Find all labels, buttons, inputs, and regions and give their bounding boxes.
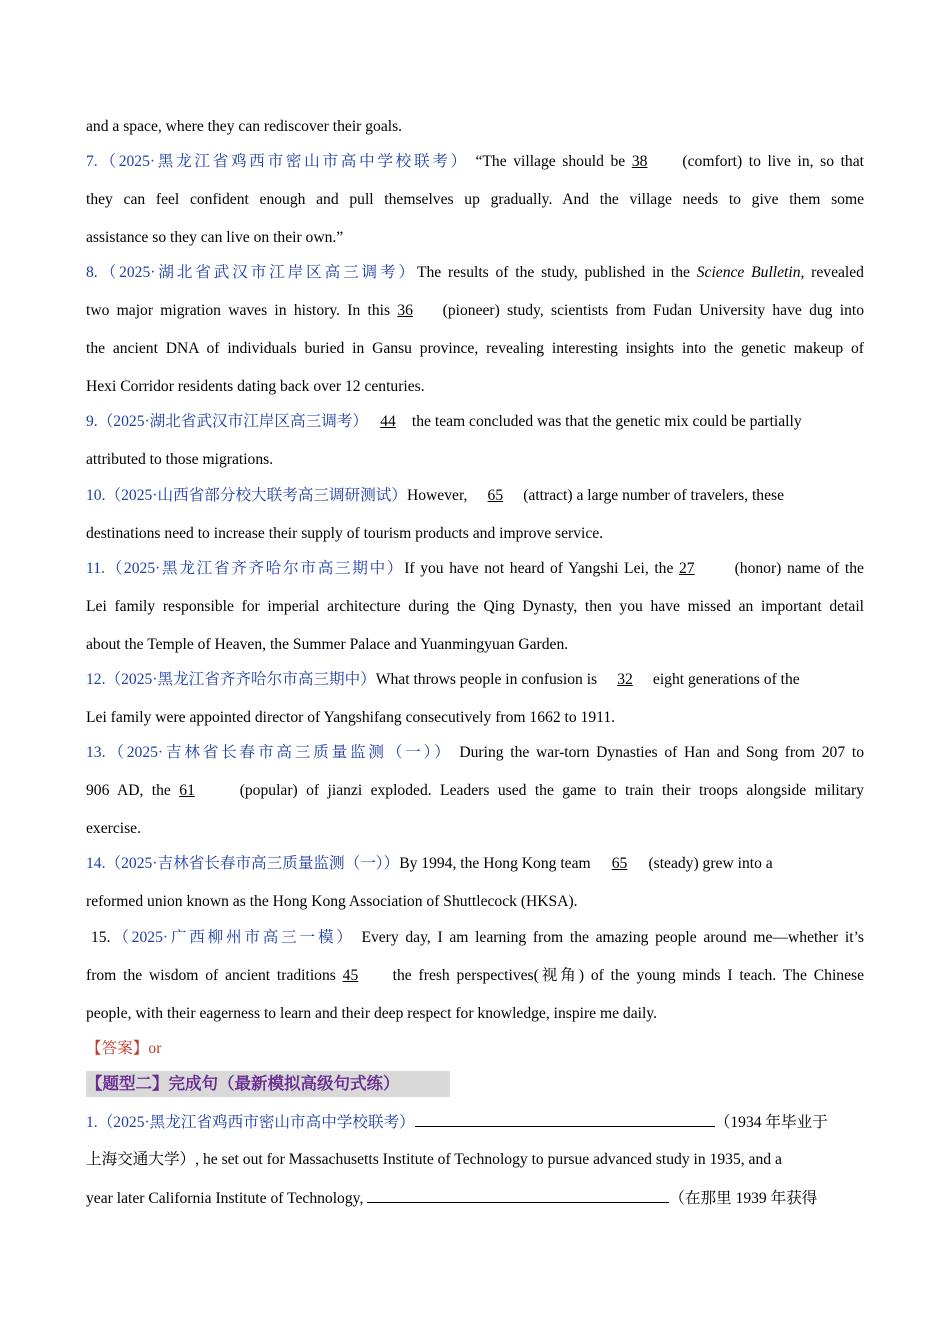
answer-blank[interactable]: 61	[179, 782, 195, 799]
answer-blank[interactable]: 44	[380, 413, 396, 430]
question-source: （2025·黑龙江省齐齐哈尔市高三期中）	[105, 671, 376, 688]
question-15-line-2: from the wisdom of ancient traditions 45 the fresh perspectives(视角) of the young minds I teach. The Chinese	[86, 967, 864, 984]
question-13-line-2: 906 AD, the 61 (popular) of jianzi exploded. Leaders used the game to train their troops alongside military	[86, 782, 864, 799]
answer-blank[interactable]	[367, 1188, 669, 1203]
question-source: （2025·黑龙江省鸡西市密山市高中学校联考）	[97, 153, 469, 170]
answer-line	[86, 1039, 864, 1059]
question-13: 13.（2025·吉林省长春市高三质量监测（一）） During the war-torn Dynasties of Han and Song from 207 to	[86, 744, 864, 761]
completion-line-2: 上海交通大学）, he set out for Massachusetts Institute of Technology to pursue advanced study in 1935, and a	[86, 1151, 782, 1168]
section-header: 【题型二】完成句（最新模拟高级句式练）	[86, 1071, 450, 1097]
answer-blank[interactable]: 27	[678, 560, 695, 577]
question-8: 8.（2025·湖北省武汉市江岸区高三调考）The results of the study, published in the Science Bulletin, revealed	[86, 264, 864, 281]
answer-blank[interactable]: 36	[397, 302, 413, 319]
completion-question-1: 1.（2025·黑龙江省鸡西市密山市高中学校联考） （1934 年毕业于	[86, 1114, 828, 1131]
question-8-line-3: the ancient DNA of individuals buried in Gansu province, revealing interesting insights into the genetic makeup of	[86, 340, 864, 357]
answer-blank[interactable]: 65	[487, 487, 504, 504]
question-12-line-2: Lei family were appointed director of Yangshifang consecutively from 1662 to 1911.	[86, 709, 616, 726]
question-7-line-3: assistance so they can live on their own.”	[86, 229, 344, 246]
question-11-line-3: about the Temple of Heaven, the Summer Palace and Yuanmingyuan Garden.	[86, 636, 569, 653]
question-14-line-2: reformed union known as the Hong Kong Association of Shuttlecock (HKSA).	[86, 893, 578, 910]
answer-blank[interactable]	[415, 1112, 715, 1127]
question-9: 9.（2025·湖北省武汉市江岸区高三调考） 44 the team concluded was that the genetic mix could be partially	[86, 413, 802, 430]
question-source: （2025·黑龙江省鸡西市密山市高中学校联考）	[97, 1114, 415, 1131]
question-15-line-3: people, with their eagerness to learn and their deep respect for knowledge, inspire me daily.	[86, 1005, 657, 1022]
question-8-line-2: two major migration waves in history. In this 36 (pioneer) study, scientists from Fudan University have dug into	[86, 302, 865, 319]
question-13-line-3: exercise.	[86, 820, 141, 837]
answer-blank[interactable]: 32	[617, 671, 633, 688]
intro-line: and a space, where they can rediscover their goals.	[86, 118, 403, 135]
question-source: （2025·湖北省武汉市江岸区高三调考）	[97, 264, 417, 281]
question-11-line-2: Lei family responsible for imperial architecture during the Qing Dynasty, then you have missed an important detail	[86, 598, 864, 615]
question-9-line-2: attributed to those migrations.	[86, 451, 274, 468]
question-15: 15.（2025·广西柳州市高三一模） Every day, I am learning from the amazing people around me—whether it’s	[91, 929, 864, 946]
answer-blank[interactable]: 38	[631, 153, 648, 170]
question-12: 12.（2025·黑龙江省齐齐哈尔市高三期中）What throws people in confusion is 32 eight generations of the	[86, 671, 800, 688]
question-source: （2025·吉林省长春市高三质量监测（一））	[105, 855, 400, 872]
question-source: （2025·山西省部分校大联考高三调研测试）	[105, 487, 407, 504]
question-10-line-2: destinations need to increase their supply of tourism products and improve service.	[86, 525, 604, 542]
question-10: 10.（2025·山西省部分校大联考高三调研测试）However, 65 (attract) a large number of travelers, these	[86, 487, 785, 504]
question-11: 11.（2025·黑龙江省齐齐哈尔市高三期中）If you have not heard of Yangshi Lei, the 27 (honor) name of the	[86, 560, 864, 577]
question-source: （2025·吉林省长春市高三质量监测（一））	[105, 744, 453, 761]
answer-label: 【答案】	[86, 1040, 149, 1057]
answer-blank[interactable]: 45	[342, 967, 359, 984]
question-14: 14.（2025·吉林省长春市高三质量监测（一））By 1994, the Hong Kong team 65 (steady) grew into a	[86, 855, 773, 872]
answer-blank[interactable]: 65	[611, 855, 628, 872]
answer-value: or	[148, 1040, 162, 1057]
completion-line-3: year later California Institute of Technology, （在那里 1939 年获得	[86, 1190, 818, 1207]
question-8-line-4: Hexi Corridor residents dating back over 12 centuries.	[86, 378, 425, 395]
question-source: （2025·黑龙江省齐齐哈尔市高三期中）	[104, 560, 405, 577]
question-7: 7.（2025·黑龙江省鸡西市密山市高中学校联考） “The village should be 38 (comfort) to live in, so that	[86, 153, 864, 170]
question-source: （2025·广西柳州市高三一模）	[110, 929, 355, 946]
question-source: （2025·湖北省武汉市江岸区高三调考）	[97, 413, 368, 430]
question-7-line-2: they can feel confident enough and pull themselves up gradually. And the village needs to give them some	[86, 191, 864, 208]
